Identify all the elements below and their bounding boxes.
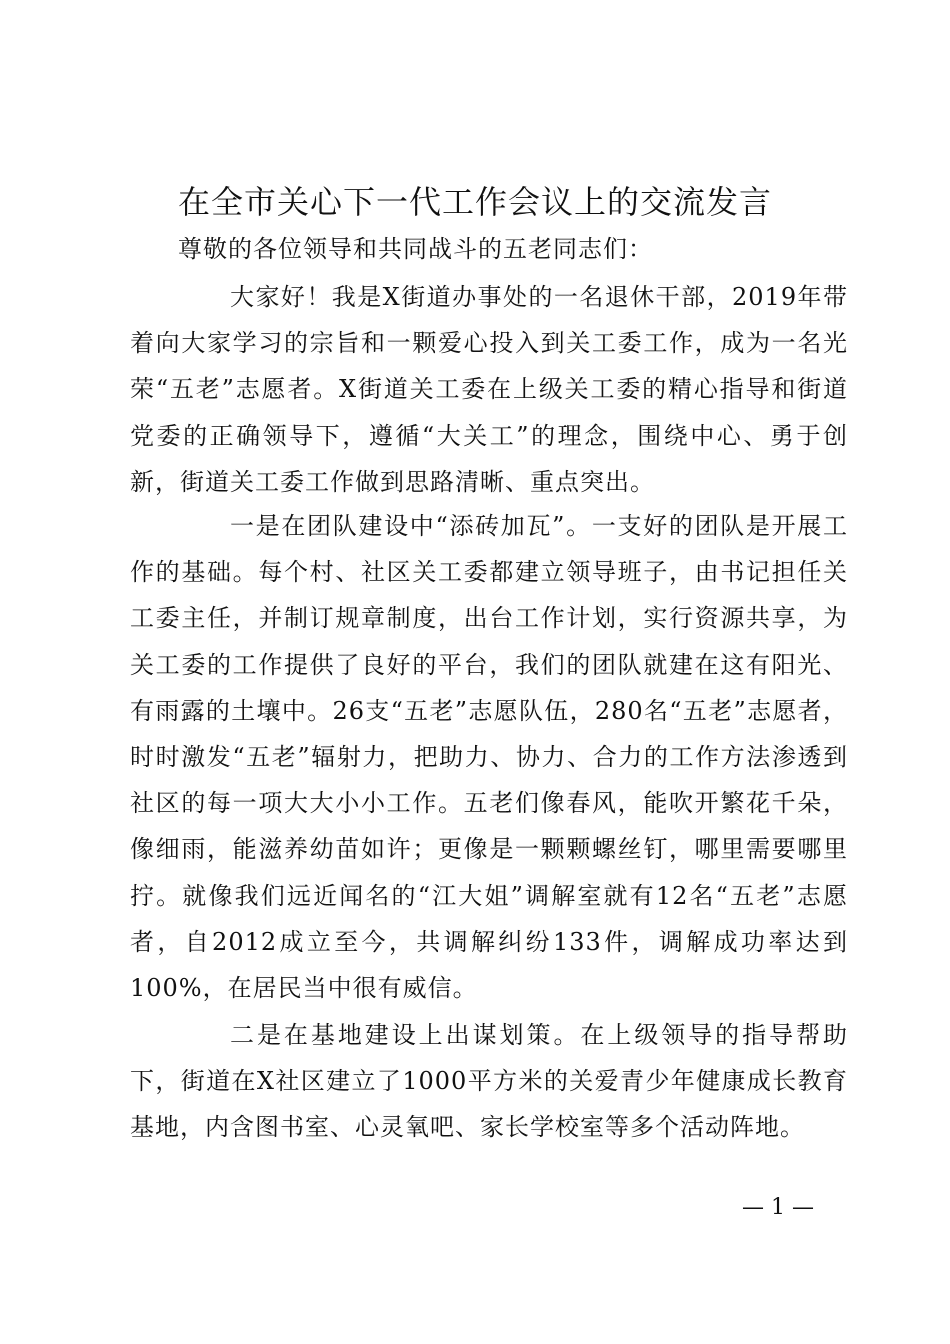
paragraph-base-building: 二是在基地建设上出谋划策。在上级领导的指导帮助下，街道在X社区建立了1000平方米的关爱青少年健康成长教育基地，内含图书室、心灵氧吧、家长学校室等多个活动阵地。 [130,1021,848,1142]
page-number: — 1 — [742,1195,814,1220]
paragraph-introduction: 大家好！我是X街道办事处的一名退休干部，2019年带着向大家学习的宗旨和一颗爱心投入到关工委工作，成为一名光荣“五老”志愿者。X街道关工委在上级关工委的精心指导和街道党委的正确领导下，遵循“大关工”的理念，围绕中心、勇于创新，街道关工委工作做到思路清晰、重点突出。 [130,283,848,496]
paragraph-team-building: 一是在团队建设中“添砖加瓦”。一支好的团队是开展工作的基础。每个村、社区关工委都建立领导班子，由书记担任关工委主任，并制订规章制度，出台工作计划，实行资源共享，为关工委的工作提供了良好的平台，我们的团队就建在这有阳光、有雨露的土壤中。26支“五老”志愿队伍，280名“五老”志愿者，时时激发“五老”辐射力，把助力、协力、合力的工作方法渗透到社区的每一项大大小小工作。五老们像春风，能吹开繁花千朵，像细雨，能滋养幼苗如许；更像是一颗颗螺丝钉，哪里需要哪里拧。就像我们远近闻名的“江大姐”调解室就有12名“五老”志愿者，自2012成立至今，共调解纠纷133件，调解成功率达到100%，在居民当中很有威信。 [130,512,848,1003]
document-title: 在全市关心下一代工作会议上的交流发言 [177,183,772,221]
salutation: 尊敬的各位领导和共同战斗的五老同志们： [178,235,653,263]
